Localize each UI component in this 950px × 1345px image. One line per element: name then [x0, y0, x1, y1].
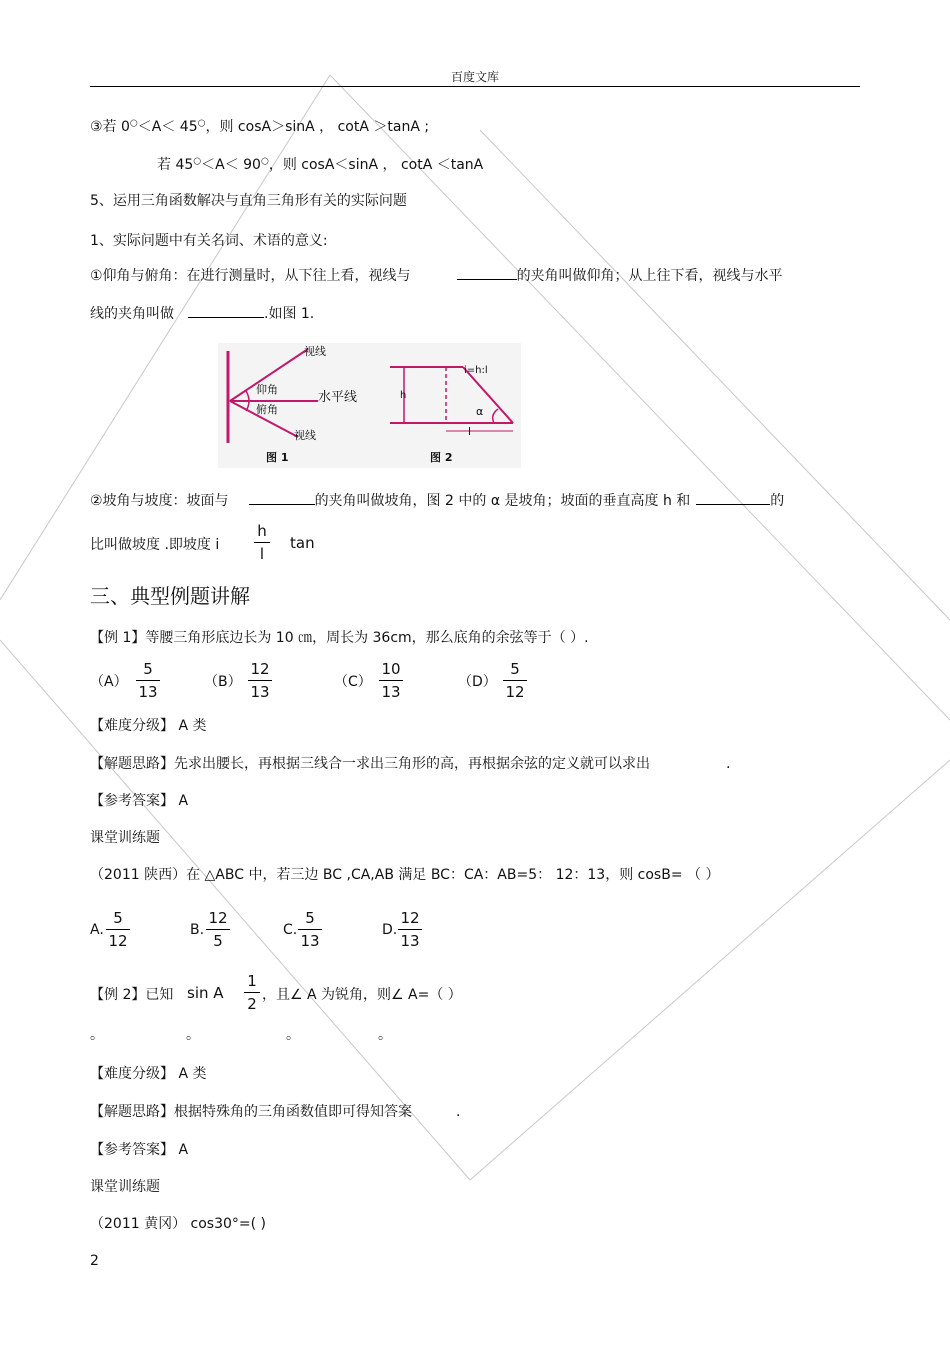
ex2-option-d: 。 [378, 1027, 392, 1043]
fig1-label-horizontal: 水平线 [318, 390, 358, 405]
q1-option-d-fraction: 12 13 [398, 909, 422, 950]
depression-text: 线的夹角叫做 .如图 1. [90, 303, 314, 323]
fig1-label-sight-top: 视线 [304, 345, 326, 358]
practice-title-2: 课堂训练题 [90, 1179, 160, 1195]
difficulty-1: 【难度分级】 A 类 [90, 718, 207, 734]
fraction-h-over-l: h l [254, 522, 270, 563]
header-rule [90, 86, 860, 87]
practice-title-1: 课堂训练题 [90, 830, 160, 846]
ex1-option-a-label: （A） [90, 674, 128, 690]
practice-question-1: （2011 陕西）在 △ABC 中，若三边 BC ,CA,AB 满足 BC：CA：AB=5： 12：13，则 cosB= （ ） [90, 867, 720, 883]
page-header: 百度文库 [450, 70, 499, 84]
figure-svg [218, 343, 521, 468]
section-5-title: 5、运用三角函数解决与直角三角形有关的实际问题 [90, 193, 407, 209]
ex1-option-b-label: （B） [204, 674, 242, 690]
text-line-1: ③若 0○＜A＜ 45○，则 cosA＞sinA ， cotA ＞tanA ; [90, 118, 430, 135]
elevation-text: ①仰角与俯角：在进行测量时，从下往上看，视线与 的夹角叫做仰角；从上往下看，视线与水平 [90, 265, 783, 285]
fig1-label-depression: 俯角 [256, 403, 278, 416]
fig1-caption: 图 1 [266, 451, 289, 464]
page-number: 2 [90, 1253, 99, 1269]
fig2-label-height: h [400, 390, 407, 401]
terms-title: 1、实际问题中有关名词、术语的意义: [90, 233, 328, 249]
example-1: 【例 1】等腰三角形底边长为 10 ㎝，周长为 36cm，那么底角的余弦等于（ ）. [90, 630, 589, 646]
practice-question-2: （2011 黄冈） cos30°=( ) [90, 1216, 267, 1232]
fig2-label-alpha: α [476, 405, 484, 418]
answer-2: 【参考答案】 A [90, 1142, 189, 1158]
fig2-caption: 图 2 [430, 451, 453, 464]
difficulty-2: 【难度分级】 A 类 [90, 1066, 207, 1082]
fig1-label-sight-bottom: 视线 [294, 429, 316, 442]
blank-4 [696, 490, 770, 505]
ex2-option-a: 。 [90, 1027, 104, 1043]
figure-angles [218, 343, 521, 468]
tan-text: tan [290, 534, 315, 552]
example-2-fraction: 1 2 [244, 972, 260, 1013]
q1-option-c-fraction: 5 13 [298, 909, 322, 950]
solution-idea-1: 【解题思路】先求出腰长，再根据三线合一求出三角形的高，再根据余弦的定义就可以求出 . [90, 756, 731, 772]
blank-3 [249, 490, 315, 505]
example-2-rest: ，且∠ A 为锐角，则∠ A=（ ） [262, 987, 462, 1003]
blank-2 [188, 303, 264, 318]
fig1-label-elevation: 仰角 [256, 383, 278, 396]
q1-option-b-label: B. [190, 922, 205, 938]
q1-option-b-fraction: 12 5 [206, 909, 230, 950]
ex1-option-d-label: （D） [458, 674, 497, 690]
q1-option-a-label: A. [90, 922, 104, 938]
section-3-heading: 三、典型例题讲解 [90, 584, 250, 608]
text-line-2: 若 45○＜A＜ 90○，则 cosA＜sinA ， cotA ＜tanA [157, 156, 484, 173]
fig2-label-length: l [468, 425, 472, 438]
ex1-option-d-fraction: 5 12 [503, 660, 527, 701]
ex1-option-b-fraction: 12 13 [248, 660, 272, 701]
example-2-sin: sin A [187, 984, 224, 1002]
ex2-option-c: 。 [286, 1027, 300, 1043]
ex2-option-b: 。 [186, 1027, 200, 1043]
fig2-label-slope: i=h:l [464, 365, 488, 376]
blank-1 [457, 265, 517, 280]
ex1-option-c-label: （C） [334, 674, 372, 690]
slope-text: ②坡角与坡度：坡面与 的夹角叫做坡角，图 2 中的 α 是坡角；坡面的垂直高度 h 和 的 [90, 490, 784, 510]
q1-option-c-label: C. [283, 922, 298, 938]
q1-option-a-fraction: 5 12 [106, 909, 130, 950]
ex1-option-a-fraction: 5 13 [136, 660, 160, 701]
example-2-lead: 【例 2】已知 [90, 987, 174, 1003]
slope-formula-text: 比叫做坡度 .即坡度 i [90, 537, 220, 553]
q1-option-d-label: D. [382, 922, 398, 938]
ex1-option-c-fraction: 10 13 [379, 660, 403, 701]
solution-idea-2: 【解题思路】根据特殊角的三角函数值即可得知答案 . [90, 1104, 461, 1120]
answer-1: 【参考答案】 A [90, 793, 189, 809]
